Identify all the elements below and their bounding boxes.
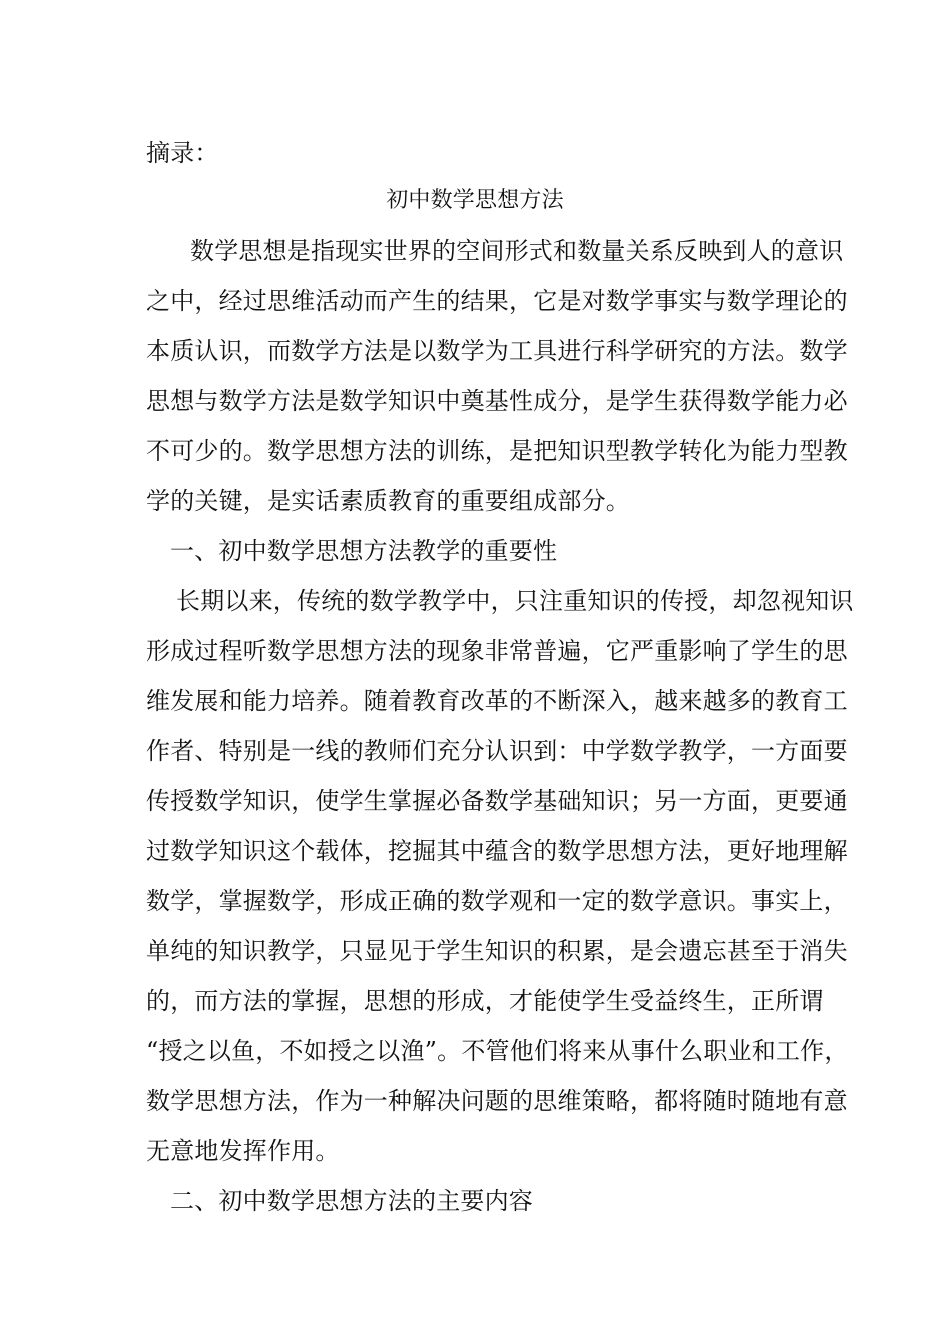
paragraph-2-line-4: 作者、特别是一线的教师们充分认识到：中学数学教学，一方面要 xyxy=(146,737,848,765)
paragraph-2-line-11: 数学思想方法，作为一种解决问题的思维策略，都将随时随地有意 xyxy=(146,1087,848,1115)
paragraph-2-line-3: 维发展和能力培养。随着教育改革的不断深入，越来越多的教育工 xyxy=(146,687,848,715)
paragraph-2-line-12: 无意地发挥作用。 xyxy=(146,1137,340,1165)
paragraph-2-line-10: “授之以鱼，不如授之以渔”。不管他们将来从事什么职业和工作， xyxy=(146,1037,849,1065)
paragraph-1-line-3: 本质认识，而数学方法是以数学为工具进行科学研究的方法。数学 xyxy=(146,337,848,365)
paragraph-2-line-8: 单纯的知识教学，只显见于学生知识的积累，是会遗忘甚至于消失 xyxy=(146,937,848,965)
paragraph-2-line-1: 长期以来，传统的数学教学中，只注重知识的传授，却忽视知识 xyxy=(176,587,854,615)
excerpt-label: 摘录： xyxy=(146,139,219,167)
paragraph-1-line-2: 之中，经过思维活动而产生的结果，它是对数学事实与数学理论的 xyxy=(146,287,848,315)
paragraph-2-line-5: 传授数学知识，使学生掌握必备数学基础知识；另一方面，更要通 xyxy=(146,787,848,815)
section-heading-2: 二、初中数学思想方法的主要内容 xyxy=(170,1187,533,1215)
document-title: 初中数学思想方法 xyxy=(386,188,564,213)
paragraph-2-line-6: 过数学知识这个载体，挖掘其中蕴含的数学思想方法，更好地理解 xyxy=(146,837,848,865)
section-heading-1: 一、初中数学思想方法教学的重要性 xyxy=(170,537,558,565)
paragraph-1-line-4: 思想与数学方法是数学知识中奠基性成分，是学生获得数学能力必 xyxy=(146,387,848,415)
paragraph-1-line-5: 不可少的。数学思想方法的训练，是把知识型教学转化为能力型教 xyxy=(146,437,848,465)
paragraph-1-line-1: 数学思想是指现实世界的空间形式和数量关系反映到人的意识 xyxy=(190,237,844,265)
paragraph-1-line-6: 学的关键，是实话素质教育的重要组成部分。 xyxy=(146,487,630,515)
paragraph-2-line-9: 的，而方法的掌握，思想的形成，才能使学生受益终生，正所谓 xyxy=(146,987,824,1015)
paragraph-2-line-7: 数学，掌握数学，形成正确的数学观和一定的数学意识。事实上， xyxy=(146,887,848,915)
paragraph-2-line-2: 形成过程听数学思想方法的现象非常普遍，它严重影响了学生的思 xyxy=(146,637,848,665)
